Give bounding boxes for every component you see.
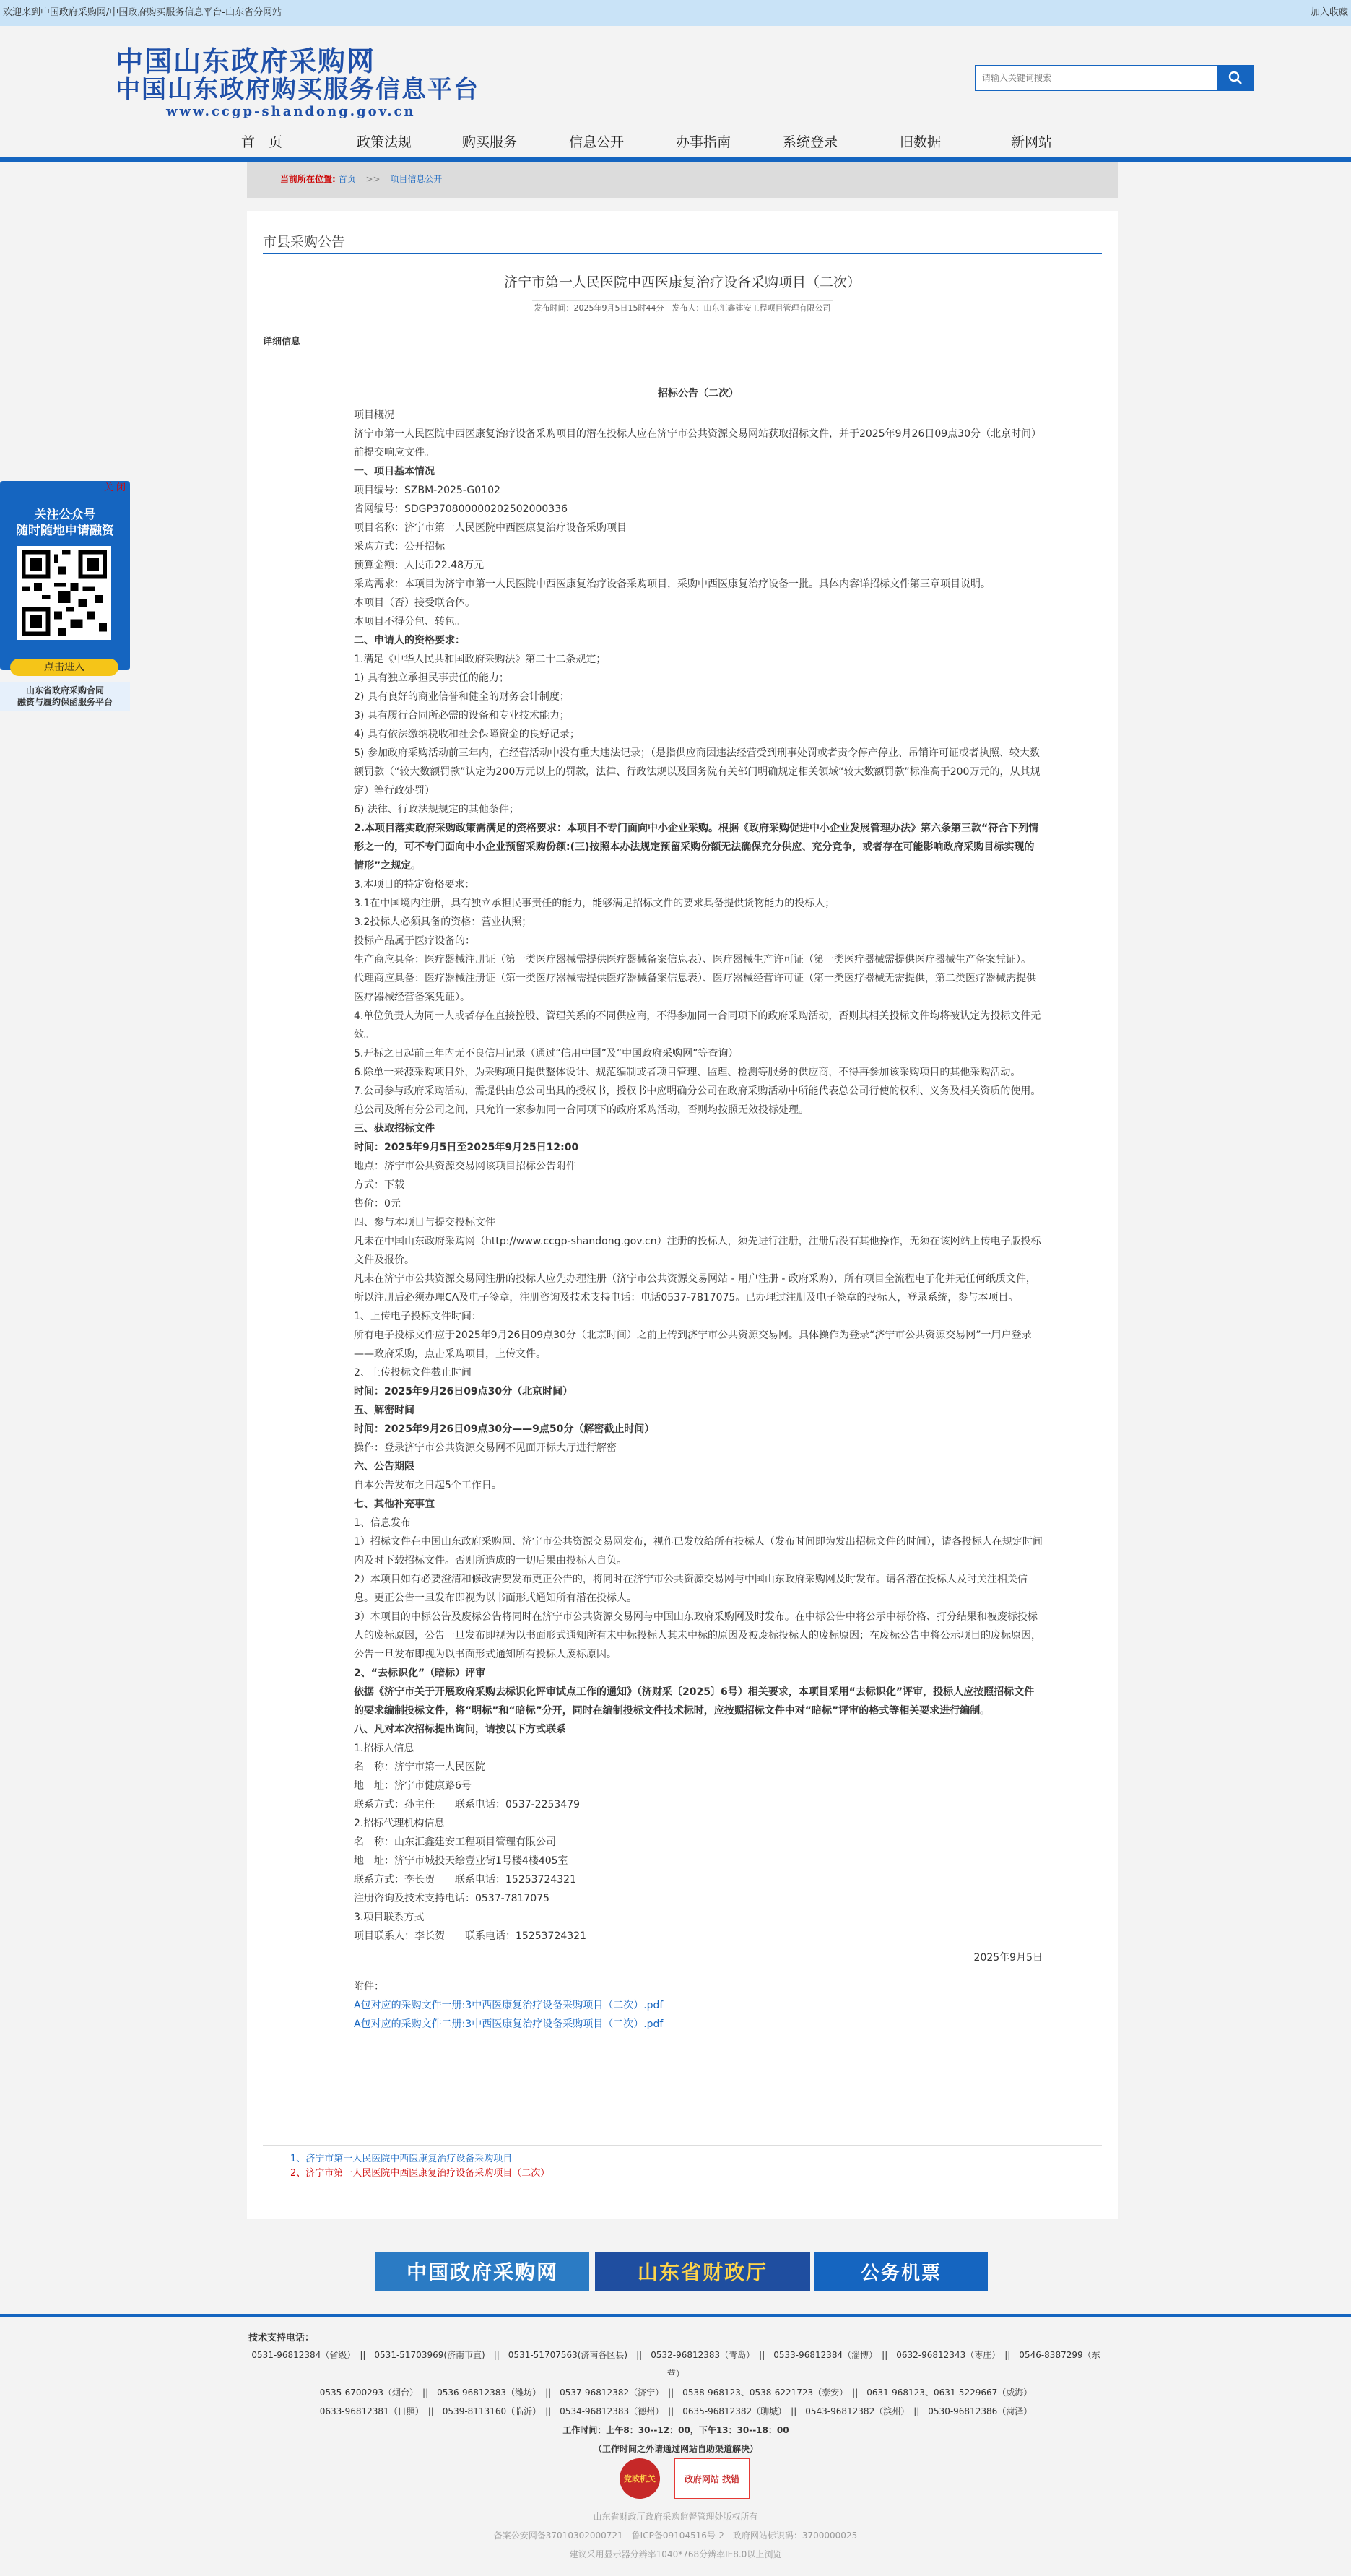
search-box	[975, 65, 1254, 91]
search-icon	[1228, 71, 1243, 85]
nav-new-site[interactable]: 新网站	[1011, 134, 1053, 150]
article-paragraph: 省网编号：SDGP370800000202502000336	[354, 503, 568, 515]
article-paragraph: 生产商应具备：医疗器械注册证（第一类医疗器械需提供医疗器械备案信息表）、医疗器械生产许可证（第一类医疗器械需提供医疗器械生产备案凭证）。	[354, 954, 1031, 966]
announcement-heading: 招标公告（二次）	[658, 388, 739, 399]
article-paragraph: 二、申请人的资格要求：	[354, 635, 465, 646]
support-phones-2: 0535-6700293（烟台） || 0536-96812383（潍坊） || 0537-96812382（济宁） || 0538-968123、0538-6221723（泰安） || 0631-968123、0631-5229667（威海）	[319, 2388, 1033, 2398]
article-paragraph: 采购需求：本项目为济宁市第一人民医院中西医康复治疗设备采购项目，采购中西医康复治疗设备一批。具体内容详招标文件第三章项目说明。	[354, 578, 991, 590]
article-paragraph: 依据《济宁市关于开展政府采购去标识化评审试点工作的通知》（济财采〔2025〕6号）相关要求，本项目采用“去标识化”评审，投标人应按照招标文件的要求编制投标文件，将“明标”和“暗标”分开，同时在编制投标文件技术标时，应按照招标文件中对“暗标”评审的格式等相关要求进行编制。	[354, 1686, 1035, 1717]
breadcrumb-separator: >>	[365, 174, 381, 184]
article-paragraph: 6) 法律、行政法规规定的其他条件；	[354, 804, 519, 815]
nav-login[interactable]: 系统登录	[783, 134, 838, 150]
breadcrumb-current-link[interactable]: 项目信息公开	[390, 174, 443, 184]
article-paragraph: 1、上传电子投标文件时间：	[354, 1311, 482, 1322]
copyright: 山东省财政厅政府采购监督管理处版权所有	[593, 2512, 758, 2522]
main-nav	[0, 123, 1351, 157]
after-hours-note: （工作时间之外请通过网站自助渠道解决）	[593, 2444, 758, 2454]
attachment-label: 附件：	[354, 1981, 384, 1992]
section-title: 市县采购公告	[263, 234, 346, 250]
nav-info-public[interactable]: 信息公开	[569, 134, 625, 150]
article-paragraph: 凡未在中国山东政府采购网（http://www.ccgp-shandong.gov.cn）注册的投标人，须先进行注册，注册后没有其他操作，无须在该网站上传电子版投标文件及报价。	[354, 1236, 1041, 1266]
article-paragraph: 1.招标人信息	[354, 1743, 414, 1754]
party-gov-badge[interactable]: 党政机关	[620, 2458, 660, 2499]
floating-ad	[0, 481, 130, 707]
work-hours: 工作时间：上午8：30--12：00，下午13：30--18：00	[562, 2425, 789, 2435]
breadcrumb-label: 当前所在位置:	[280, 174, 336, 184]
content-panel	[247, 211, 1118, 2219]
gov-site-error-badge[interactable]: 政府网站 找错	[674, 2458, 750, 2499]
article-meta: 发布时间：2025年9月5日15时44分 发布人：山东汇鑫建安工程项目管理有限公司	[532, 300, 833, 316]
partner-banners	[375, 2252, 988, 2294]
article-paragraph: 本项目不得分包、转包。	[354, 616, 465, 628]
article-paragraph: 项目概况	[354, 409, 394, 421]
site-logo[interactable]	[116, 45, 491, 119]
article-paragraph: 项目编号：SZBM-2025-G0102	[354, 485, 500, 496]
article-paragraph: 方式：下载	[354, 1179, 404, 1191]
article-paragraph: 本项目（否）接受联合体。	[354, 597, 475, 609]
add-favorite-link[interactable]: 加入收藏	[1310, 7, 1348, 18]
article-paragraph: 4) 具有依法缴纳税收和社会保障资金的良好记录；	[354, 729, 580, 740]
article-paragraph: 采购方式：公开招标	[354, 541, 445, 552]
breadcrumb	[247, 162, 1118, 198]
icp-record: 备案公安网备37010302000721 鲁ICP备09104516号-2 政府网站标识码：3700000025	[493, 2531, 858, 2541]
article-paragraph: 操作：登录济宁市公共资源交易网不见面开标大厅进行解密	[354, 1442, 617, 1454]
article-paragraph: 3.1在中国境内注册，具有独立承担民事责任的能力，能够满足招标文件的要求具备提供货物能力的投标人；	[354, 898, 835, 909]
article-paragraph: 6.除单一来源采购项目外，为采购项目提供整体设计、规范编制或者项目管理、监理、检测等服务的供应商，不得再参加该采购项目的其他采购活动。	[354, 1067, 1021, 1078]
support-phones-3: 0633-96812381（日照） || 0539-8113160（临沂） || 0534-96812383（德州） || 0635-96812382（聊城） || 0543-96812382（滨州） || 0530-96812386（菏泽）	[319, 2406, 1033, 2416]
article-paragraph: 项目名称：济宁市第一人民医院中西医康复治疗设备采购项目	[354, 522, 627, 534]
article-title: 济宁市第一人民医院中西医康复治疗设备采购项目（二次）	[503, 274, 861, 290]
footer	[0, 2317, 1351, 2576]
article-paragraph: 自本公告发布之日起5个工作日。	[354, 1480, 502, 1491]
top-bar	[0, 0, 1351, 26]
banner-finance-dept[interactable]: 山东省财政厅	[595, 2252, 810, 2291]
logo-line-2: 中国山东政府购买服务信息平台	[116, 75, 479, 104]
banner-air-tickets[interactable]: 公务机票	[814, 2252, 988, 2291]
article-paragraph: 2) 具有良好的商业信誉和健全的财务会计制度；	[354, 691, 570, 703]
nav-home[interactable]: 首 页	[241, 134, 283, 150]
article-paragraph: 地 址：济宁市健康路6号	[354, 1780, 472, 1792]
breadcrumb-home-link[interactable]: 首页	[338, 174, 356, 184]
article-paragraph: 预算金额：人民币22.48万元	[354, 560, 485, 571]
related-link-2[interactable]: 2、济宁市第一人民医院中西医康复治疗设备采购项目（二次）	[290, 2168, 550, 2179]
article-paragraph: 5.开标之日起前三年内无不良信用记录（通过“信用中国”及“中国政府采购网”等查询）	[354, 1048, 739, 1059]
support-phones-1: 0531-96812384（省级） || 0531-51703969(济南市直) || 0531-51707563(济南各区县) || 0532-96812383（青岛） || 0533-96812384（淄博） || 0632-96812343（枣庄） || 0546-8387299（东营）	[251, 2350, 1100, 2379]
article-paragraphs	[354, 406, 1043, 1946]
article-paragraph: 六、公告期限	[354, 1461, 414, 1473]
article-paragraph: 1) 具有独立承担民事责任的能力；	[354, 672, 509, 684]
search-button[interactable]	[1217, 65, 1254, 91]
article-paragraph: 所有电子投标文件应于2025年9月26日09点30分（北京时间）之前上传到济宁市公共资源交易网。具体操作为登录“济宁市公共资源交易网”一用户登录——政府采购，点击采购项目，上传文件。	[354, 1330, 1032, 1360]
logo-url: www.ccgp-shandong.gov.cn	[166, 104, 416, 119]
related-divider	[263, 2145, 1102, 2146]
enter-button[interactable]: 点击进入	[10, 659, 118, 676]
related-link-1[interactable]: 1、济宁市第一人民医院中西医康复治疗设备采购项目	[290, 2154, 513, 2164]
article-paragraph: 项目联系人：李长贺 联系电话：15253724321	[354, 1930, 586, 1942]
close-button[interactable]: 关 闭	[103, 482, 126, 493]
article-paragraph: 联系方式：李长贺 联系电话：15253724321	[354, 1874, 576, 1886]
article-body	[354, 384, 1043, 2034]
banner-ccgp[interactable]: 中国政府采购网	[375, 2252, 589, 2291]
article-paragraph: 三、获取招标文件	[354, 1123, 435, 1135]
article-date: 2025年9月5日	[973, 1952, 1043, 1964]
nav-guide[interactable]: 办事指南	[676, 134, 731, 150]
article-paragraph: 3) 具有履行合同所必需的设备和专业技术能力；	[354, 710, 570, 721]
nav-policy[interactable]: 政策法规	[357, 134, 412, 150]
article-paragraph: 2、“去标识化”（暗标）评审	[354, 1668, 486, 1679]
nav-old-data[interactable]: 旧数据	[900, 134, 942, 150]
article-paragraph: 时间：2025年9月5日至2025年9月25日12:00	[354, 1142, 579, 1153]
welcome-text: 欢迎来到中国政府采购网/中国政府购买服务信息平台-山东省分网站	[3, 7, 282, 18]
article-paragraph: 投标产品属于医疗设备的：	[354, 935, 475, 947]
article-paragraph: 时间：2025年9月26日09点30分——9点50分（解密截止时间）	[354, 1423, 655, 1435]
article-paragraph: 一、项目基本情况	[354, 466, 435, 477]
article-paragraph: 2.招标代理机构信息	[354, 1818, 445, 1829]
article-paragraph: 2、上传投标文件截止时间	[354, 1367, 472, 1379]
attachment-link-1[interactable]: A包对应的采购文件一册:3中西医康复治疗设备采购项目（二次）.pdf	[354, 2000, 664, 2011]
section-divider	[263, 253, 1102, 254]
related-list	[290, 2152, 549, 2181]
search-input[interactable]	[976, 66, 1216, 90]
floating-ad-subtitle: 山东省政府采购合同 融资与履约保函服务平台	[0, 682, 130, 711]
article-paragraph: 凡未在济宁市公共资源交易网注册的投标人应先办理注册（济宁市公共资源交易网站 - 用户注册 - 政府采购），所有项目全流程电子化并无任何纸质文件，所以注册后必须办理CA及电子签章，注册咨询及技术支持电话：电话0537-7817075。已办理过注册及电子签章的投标人，登录系统，参与本项目。	[354, 1273, 1036, 1304]
article-paragraph: 4.单位负责人为同一人或者存在直接控股、管理关系的不同供应商，不得参加同一合同项下的政府采购活动，否则其相关投标文件均将被认定为投标文件无效。	[354, 1010, 1041, 1041]
article-paragraph: 3）本项目的中标公告及废标公告将同时在济宁市公共资源交易网与中国山东政府采购网及时发布。在中标公告中将公示中标价格、打分结果和被废标投标人的废标原因，公告一旦发布即视为以书面形式通知所有未中标投标人其未中标的原因及被废标投标人的废标原因；在废标公告中将公示项目的废标原因，公告一旦发布即视为以书面形式通知所有投标人废标原因。	[354, 1611, 1041, 1660]
article-paragraph: 代理商应具备：医疗器械注册证（第一类医疗器械需提供医疗器械备案信息表）、医疗器械经营许可证（第一类医疗器械无需提供，第二类医疗器械需提供医疗器械经营备案凭证）。	[354, 973, 1036, 1003]
article-paragraph: 五、解密时间	[354, 1405, 414, 1416]
article-paragraph: 注册咨询及技术支持电话：0537-7817075	[354, 1893, 550, 1904]
floating-ad-title: 关注公众号 随时随地申请融资	[16, 508, 114, 538]
nav-purchase-service[interactable]: 购买服务	[462, 134, 518, 150]
article-paragraph: 1）招标文件在中国山东政府采购网、济宁市公共资源交易网发布，视作已发放给所有投标人（发布时间即为发出招标文件的时间），请各投标人在规定时间内及时下载招标文件。否则所造成的一切后果由投标人自负。	[354, 1536, 1043, 1566]
article-paragraph: 八、凡对本次招标提出询问，请按以下方式联系	[354, 1724, 566, 1735]
detail-label: 详细信息	[263, 337, 301, 347]
article-paragraph: 3.2投标人必须具备的资格：营业执照；	[354, 916, 532, 928]
article-paragraph: 地 址：济宁市城投天绘壹业街1号楼4楼405室	[354, 1855, 568, 1867]
article-paragraph: 2）本项目如有必要澄清和修改需要发布更正公告的，将同时在济宁市公共资源交易网与中国山东政府采购网及时发布。请各潜在投标人及时关注相关信息。更正公告一旦发布即视为以书面形式通知所有潜在投标人。	[354, 1574, 1028, 1604]
support-label: 技术支持电话：	[248, 2333, 315, 2343]
article-paragraph: 1、信息发布	[354, 1517, 411, 1529]
article-paragraph: 联系方式：孙主任 联系电话：0537-2253479	[354, 1799, 581, 1810]
article-paragraph: 时间：2025年9月26日09点30分（北京时间）	[354, 1386, 573, 1397]
article-paragraph: 地点：济宁市公共资源交易网该项目招标公告附件	[354, 1161, 576, 1172]
article-paragraph: 3.本项目的特定资格要求：	[354, 879, 475, 890]
article-paragraph: 1.满足《中华人民共和国政府采购法》第二十二条规定；	[354, 654, 607, 665]
article-paragraph: 名 称：济宁市第一人民医院	[354, 1761, 485, 1773]
article-paragraph: 四、参与本项目与提交投标文件	[354, 1217, 495, 1228]
article-paragraph: 七、其他补充事宜	[354, 1499, 435, 1510]
attachment-link-2[interactable]: A包对应的采购文件二册:3中西医康复治疗设备采购项目（二次）.pdf	[354, 2018, 664, 2030]
article-paragraph: 3.项目联系方式	[354, 1912, 425, 1923]
logo-line-1: 中国山东政府采购网	[116, 45, 376, 77]
article-paragraph: 名 称：山东汇鑫建安工程项目管理有限公司	[354, 1836, 556, 1848]
article-paragraph: 7.公司参与政府采购活动，需提供由总公司出具的授权书，授权书中应明确分公司在政府采购活动中所能代表总公司行使的权利、义务及相关资质的使用。总公司及所有分公司之间，只允许一家参加同一合同项下的政府采购活动，否则均按照无效投标处理。	[354, 1085, 1041, 1116]
article-paragraph: 2.本项目落实政府采购政策需满足的资格要求：本项目不专门面向中小企业采购。根据《政府采购促进中小企业发展管理办法》第六条第三款“符合下列情形之一的，可不专门面向中小企业预留采购份额:(三)按照本办法规定预留采购份额无法确保充分供应、充分竞争，或者存在可能影响政府采购目标实现的情形”之规定。	[354, 823, 1039, 872]
browser-note: 建议采用显示器分辨率1040*768分辨率IE8.0以上浏览	[569, 2549, 782, 2559]
article-paragraph: 济宁市第一人民医院中西医康复治疗设备采购项目的潜在投标人应在济宁市公共资源交易网站获取招标文件，并于2025年9月26日09点30分（北京时间）前提交响应文件。	[354, 428, 1041, 459]
qr-code-icon	[17, 546, 111, 640]
article-paragraph: 售价：0元	[354, 1198, 401, 1210]
article-paragraph: 5) 参加政府采购活动前三年内，在经营活动中没有重大违法记录；（是指供应商因违法经营受到刑事处罚或者责令停产停业、吊销许可证或者执照、较大数额罚款（“较大数额罚款”认定为200万元以上的罚款，法律、行政法规以及国务院有关部门明确规定相关领域“较大数额罚款”标准高于200万元的，从其规定）等行政处罚）	[354, 747, 1041, 797]
